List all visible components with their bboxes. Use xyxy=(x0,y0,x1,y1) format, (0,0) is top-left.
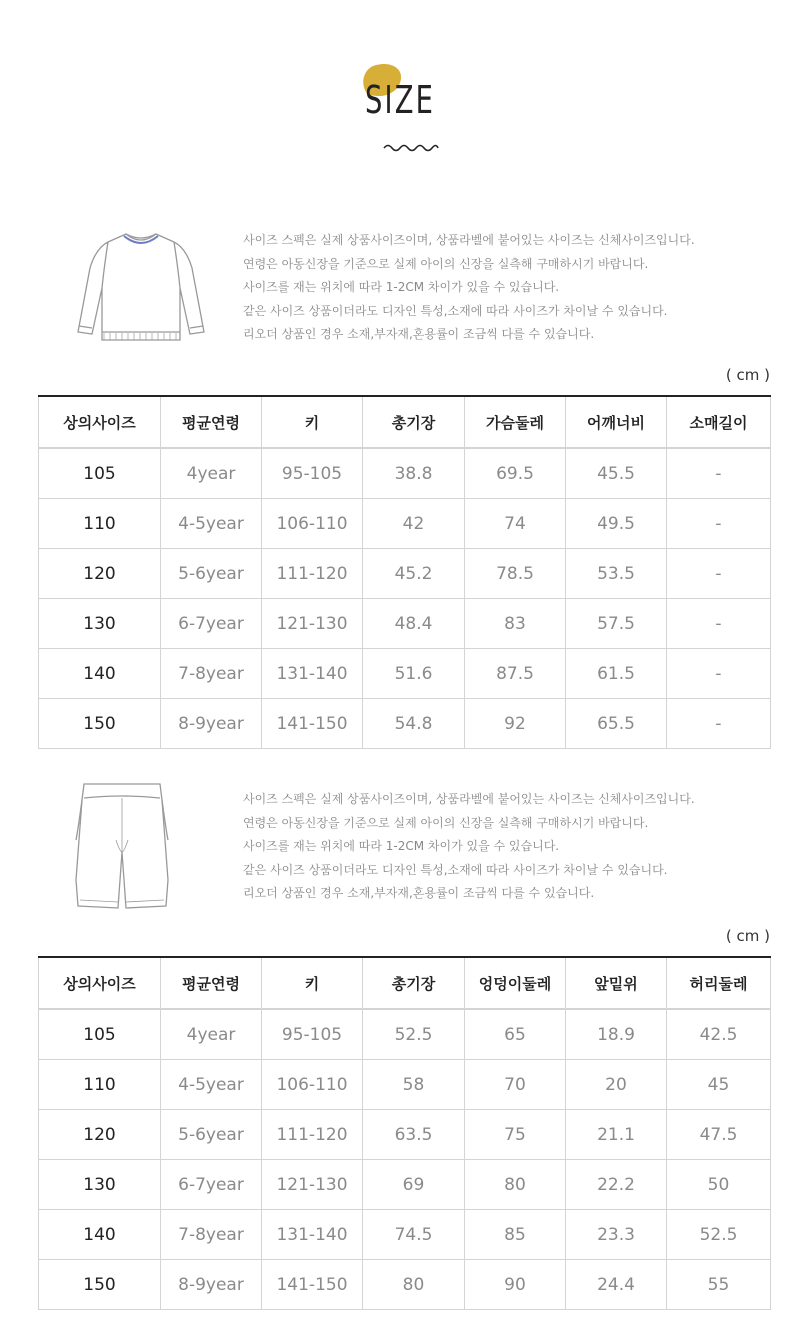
table-cell: 7-8year xyxy=(161,649,262,699)
table-row xyxy=(39,1009,771,1060)
table-cell: 4year xyxy=(161,1009,262,1060)
shorts-icon xyxy=(74,780,170,912)
column-header: 총기장 xyxy=(363,396,465,448)
table-row xyxy=(39,1110,771,1160)
table-row xyxy=(39,1260,771,1310)
column-header: 엉덩이둘레 xyxy=(465,957,566,1009)
note-item: 사이즈를 재는 위치에 따라 1-2CM 차이가 있을 수 있습니다. xyxy=(243,280,560,294)
table-cell: 131-140 xyxy=(262,1210,363,1260)
table-cell: 52.5 xyxy=(363,1009,465,1060)
table-row xyxy=(39,549,771,599)
table-cell: 22.2 xyxy=(566,1160,667,1210)
table-cell: 51.6 xyxy=(363,649,465,699)
table-row xyxy=(39,499,771,549)
note-item: 사이즈를 재는 위치에 따라 1-2CM 차이가 있을 수 있습니다. xyxy=(243,839,560,853)
table-cell: 18.9 xyxy=(566,1009,667,1060)
table-cell: 65 xyxy=(465,1009,566,1060)
column-header: 키 xyxy=(262,957,363,1009)
table-cell: 57.5 xyxy=(566,599,667,649)
table-cell: 120 xyxy=(39,549,161,599)
table-cell: 70 xyxy=(465,1060,566,1110)
note-item: 같은 사이즈 상품이더라도 디자인 특성,소재에 따라 사이즈가 차이날 수 있습니다. xyxy=(243,862,668,877)
table-row xyxy=(39,1160,771,1210)
table-cell: 42 xyxy=(363,499,465,549)
table-row xyxy=(39,699,771,749)
table-cell: 4-5year xyxy=(161,1060,262,1110)
table-cell: 95-105 xyxy=(262,448,363,499)
table-cell: 90 xyxy=(465,1260,566,1310)
table-cell: 69 xyxy=(363,1160,465,1210)
table-cell: 24.4 xyxy=(566,1260,667,1310)
table-cell: 54.8 xyxy=(363,699,465,749)
table-cell: 52.5 xyxy=(667,1210,771,1260)
table-cell: 4-5year xyxy=(161,499,262,549)
table-cell: 120 xyxy=(39,1110,161,1160)
column-header: 키 xyxy=(262,396,363,448)
table-cell: 80 xyxy=(465,1160,566,1210)
table-cell: 61.5 xyxy=(566,649,667,699)
table-cell: 130 xyxy=(39,1160,161,1210)
column-header: 앞밑위 xyxy=(566,957,667,1009)
table-cell: 8-9year xyxy=(161,699,262,749)
table-row xyxy=(39,448,771,499)
table-cell: 87.5 xyxy=(465,649,566,699)
table-cell: 6-7year xyxy=(161,599,262,649)
table-cell: 85 xyxy=(465,1210,566,1260)
table-cell: 38.8 xyxy=(363,448,465,499)
note-item: 리오더 상품인 경우 소재,부자재,혼용률이 조금씩 다를 수 있습니다. xyxy=(243,327,595,341)
unit-label: ( cm ) xyxy=(725,366,770,384)
table-cell: 80 xyxy=(363,1260,465,1310)
table-cell: 105 xyxy=(39,448,161,499)
table-cell: 45 xyxy=(667,1060,771,1110)
table-row xyxy=(39,1060,771,1110)
table-cell: 130 xyxy=(39,599,161,649)
size-notes xyxy=(243,788,695,906)
table-cell: 20 xyxy=(566,1060,667,1110)
table-cell: 47.5 xyxy=(667,1110,771,1160)
table-row xyxy=(39,649,771,699)
table-cell: 69.5 xyxy=(465,448,566,499)
table-cell: 111-120 xyxy=(262,1110,363,1160)
wave-divider-icon xyxy=(383,142,439,154)
bottom-size-table xyxy=(38,956,771,1310)
top-size-table xyxy=(38,395,771,749)
table-cell: 48.4 xyxy=(363,599,465,649)
table-cell: 42.5 xyxy=(667,1009,771,1060)
table-cell: 141-150 xyxy=(262,1260,363,1310)
note-item: 연령은 아동신장을 기준으로 실제 아이의 신장을 실측해 구매하시기 바랍니다. xyxy=(243,256,649,271)
table-row xyxy=(39,599,771,649)
column-header: 평균연령 xyxy=(161,957,262,1009)
table-cell: - xyxy=(667,549,771,599)
table-cell: 105 xyxy=(39,1009,161,1060)
table-cell: 121-130 xyxy=(262,599,363,649)
table-cell: 65.5 xyxy=(566,699,667,749)
column-header: 평균연령 xyxy=(161,396,262,448)
size-header xyxy=(0,0,800,170)
table-cell: 6-7year xyxy=(161,1160,262,1210)
table-cell: 121-130 xyxy=(262,1160,363,1210)
column-header: 소매길이 xyxy=(667,396,771,448)
table-cell: 45.5 xyxy=(566,448,667,499)
table-cell: 63.5 xyxy=(363,1110,465,1160)
table-cell: - xyxy=(667,599,771,649)
table-header-row xyxy=(39,396,771,448)
table-cell: - xyxy=(667,448,771,499)
table-cell: 50 xyxy=(667,1160,771,1210)
table-cell: 4year xyxy=(161,448,262,499)
table-cell: 23.3 xyxy=(566,1210,667,1260)
table-cell: - xyxy=(667,649,771,699)
table-cell: 150 xyxy=(39,699,161,749)
column-header: 어깨너비 xyxy=(566,396,667,448)
column-header: 가슴둘레 xyxy=(465,396,566,448)
table-cell: 131-140 xyxy=(262,649,363,699)
table-cell: 7-8year xyxy=(161,1210,262,1260)
table-cell: 83 xyxy=(465,599,566,649)
table-cell: 140 xyxy=(39,649,161,699)
table-cell: - xyxy=(667,699,771,749)
table-cell: 8-9year xyxy=(161,1260,262,1310)
table-cell: 55 xyxy=(667,1260,771,1310)
table-cell: 49.5 xyxy=(566,499,667,549)
table-cell: 111-120 xyxy=(262,549,363,599)
table-header-row xyxy=(39,957,771,1009)
table-cell: 74.5 xyxy=(363,1210,465,1260)
note-item: 사이즈 스펙은 실제 상품사이즈이며, 상품라벨에 붙어있는 사이즈는 신체사이즈입니다. xyxy=(243,233,695,247)
table-row xyxy=(39,1210,771,1260)
table-cell: 21.1 xyxy=(566,1110,667,1160)
note-item: 리오더 상품인 경우 소재,부자재,혼용률이 조금씩 다를 수 있습니다. xyxy=(243,886,595,900)
table-cell: 150 xyxy=(39,1260,161,1310)
table-cell: 5-6year xyxy=(161,1110,262,1160)
size-notes xyxy=(243,229,695,347)
column-header: 상의사이즈 xyxy=(39,396,161,448)
table-cell: - xyxy=(667,499,771,549)
table-cell: 140 xyxy=(39,1210,161,1260)
note-item: 연령은 아동신장을 기준으로 실제 아이의 신장을 실측해 구매하시기 바랍니다. xyxy=(243,815,649,830)
table-cell: 53.5 xyxy=(566,549,667,599)
unit-label: ( cm ) xyxy=(725,927,770,945)
table-cell: 74 xyxy=(465,499,566,549)
table-cell: 95-105 xyxy=(262,1009,363,1060)
table-cell: 106-110 xyxy=(262,499,363,549)
page-title: SIZE xyxy=(364,78,436,122)
table-cell: 45.2 xyxy=(363,549,465,599)
table-cell: 106-110 xyxy=(262,1060,363,1110)
column-header: 상의사이즈 xyxy=(39,957,161,1009)
sweatshirt-icon xyxy=(74,228,208,348)
table-cell: 78.5 xyxy=(465,549,566,599)
table-cell: 5-6year xyxy=(161,549,262,599)
note-item: 같은 사이즈 상품이더라도 디자인 특성,소재에 따라 사이즈가 차이날 수 있습니다. xyxy=(243,303,668,318)
table-cell: 75 xyxy=(465,1110,566,1160)
column-header: 허리둘레 xyxy=(667,957,771,1009)
column-header: 총기장 xyxy=(363,957,465,1009)
table-cell: 58 xyxy=(363,1060,465,1110)
note-item: 사이즈 스펙은 실제 상품사이즈이며, 상품라벨에 붙어있는 사이즈는 신체사이즈입니다. xyxy=(243,792,695,806)
table-cell: 110 xyxy=(39,1060,161,1110)
table-cell: 110 xyxy=(39,499,161,549)
table-cell: 92 xyxy=(465,699,566,749)
table-cell: 141-150 xyxy=(262,699,363,749)
